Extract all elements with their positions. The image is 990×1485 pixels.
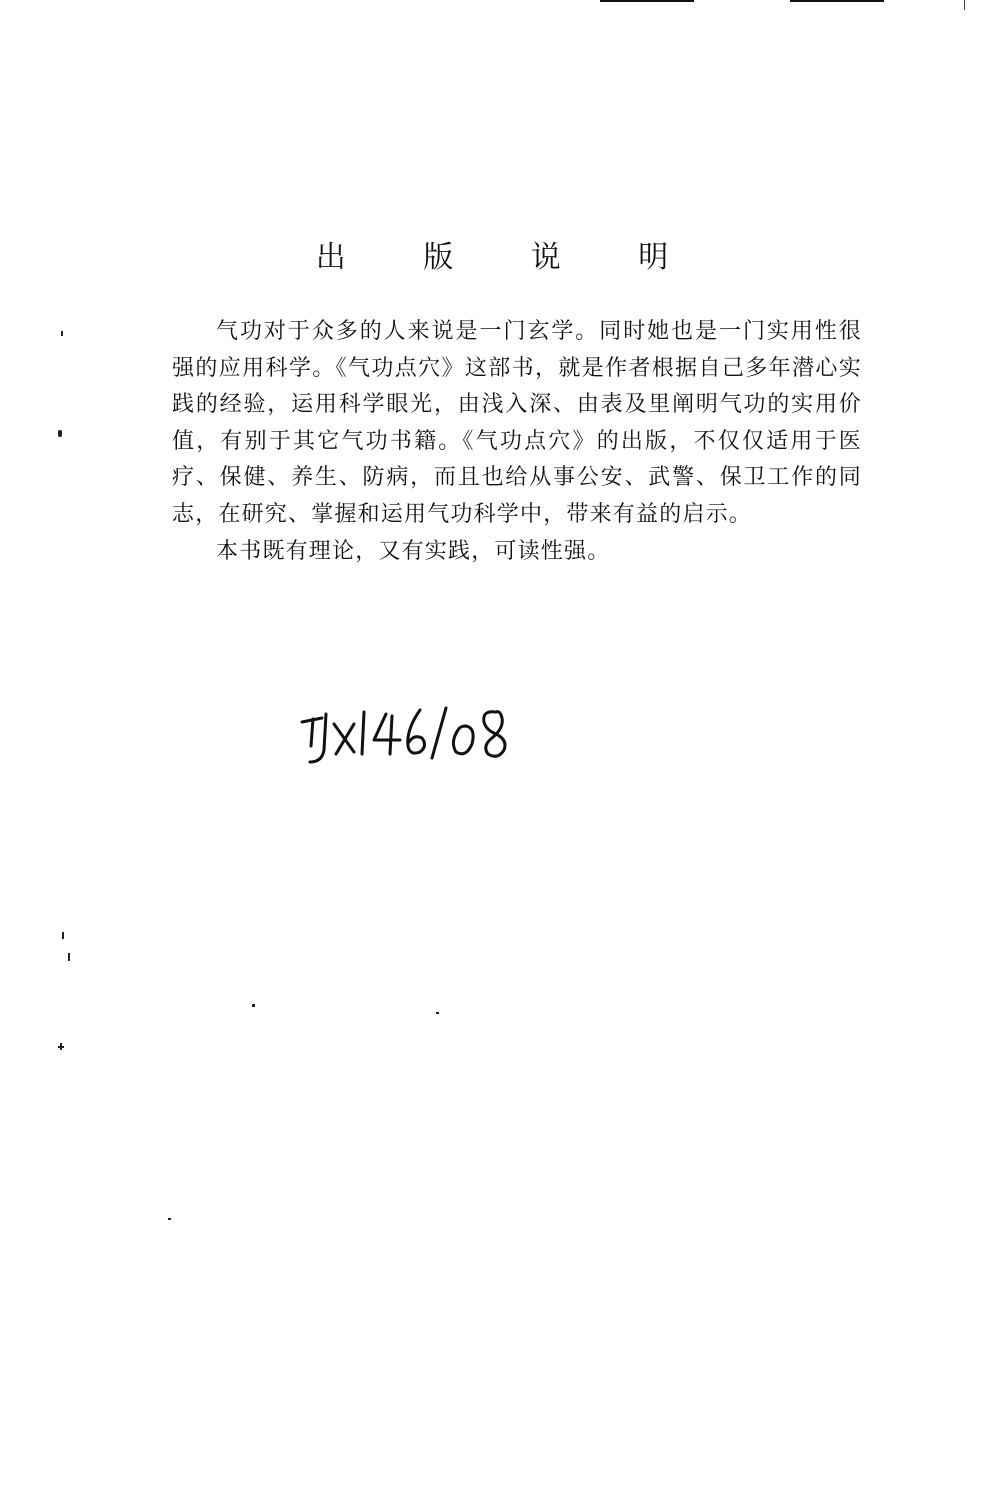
scan-speck [58, 430, 62, 437]
scan-speck [68, 953, 70, 961]
page-heading: 出 版 说 明 [315, 240, 703, 275]
top-rule-right [790, 0, 884, 2]
scan-speck [168, 1218, 171, 1220]
scan-speck [252, 1004, 255, 1007]
scan-speck [436, 1012, 439, 1014]
paragraph-summary: 本书既有理论，又有实践，可读性强。 [216, 538, 611, 564]
body-text [172, 314, 862, 570]
scan-speck [62, 932, 64, 939]
top-rule-left [600, 0, 694, 2]
handwritten-catalog-number [296, 700, 516, 770]
corner-mark [964, 0, 977, 10]
paragraph-intro: 气功对于众多的人来说是一门玄学。同时她也是一门实用性很强的应用科学。《气功点穴》这部书，就是作者根据自己多年潜心实践的经验，运用科学眼光，由浅入深、由表及里阐明气功的实用价值，有别于其它气功书籍。《气功点穴》的出版，不仅仅适用于医疗、保健、养生、防病，而且也给从事公安、武警、保卫工作的同志，在研究、掌握和运用气功科学中，带来有益的启示。 [172, 319, 862, 527]
scan-speck [61, 331, 63, 336]
scan-speck [60, 1043, 62, 1050]
